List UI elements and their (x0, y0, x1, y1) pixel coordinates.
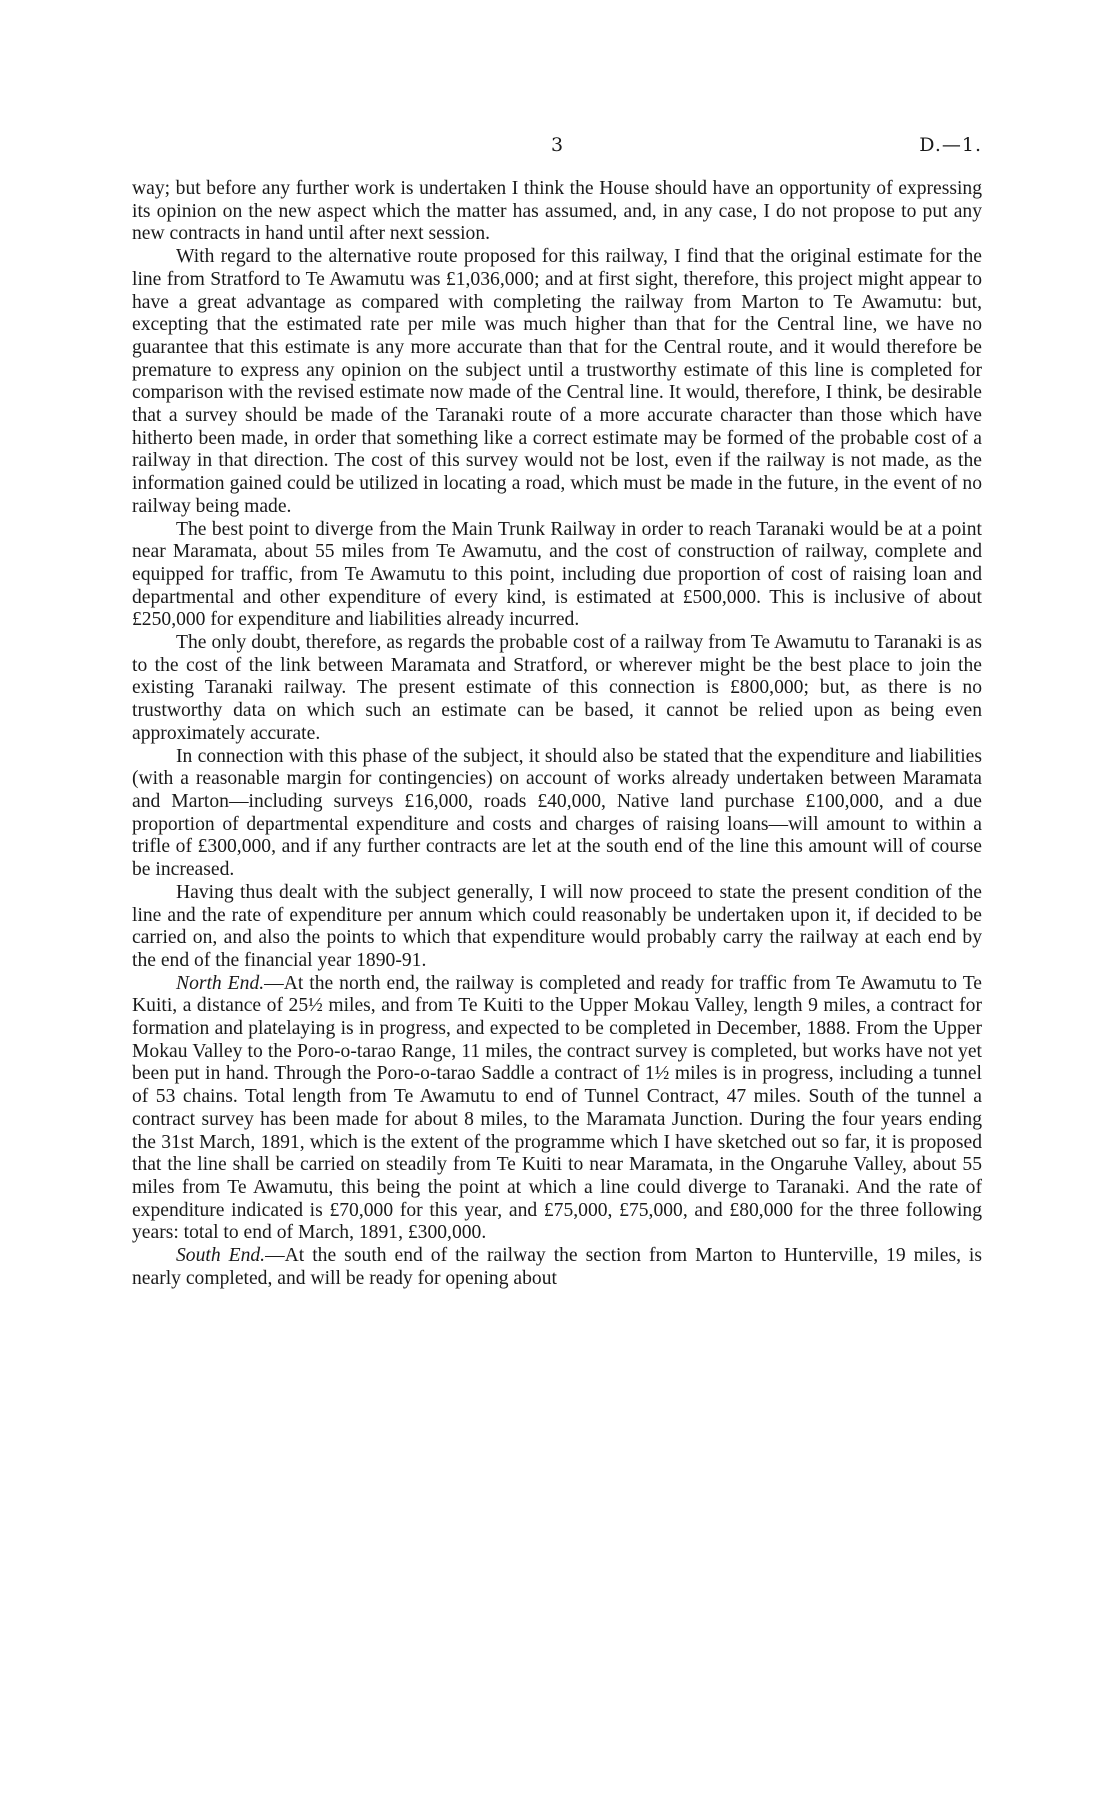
paragraph-text: The only doubt, therefore, as regards the probable cost of a railway from Te Awamutu to Taranaki is as to the cost of the link between Maramata and Stratford, or wherever might be the best place to join the existing Taranaki railway. The present estimate of this connection is £800,000; but, as there is no trustworthy data on which such an estimate can be based, it cannot be relied upon as being even approximately accurate. (132, 632, 982, 744)
paragraph (132, 246, 982, 518)
paragraph (132, 178, 982, 246)
document-reference: D.—1. (919, 134, 982, 156)
paragraph-lead: North End. (176, 972, 265, 994)
paragraph (132, 519, 982, 633)
paragraph-text: way; but before any further work is undertaken I think the House should have an opportunity of expressing its opinion on the new aspect which the matter has assumed, and, in any case, I do not propose to put any new contracts in hand until after next session. (132, 178, 982, 245)
paragraph-text: The best point to diverge from the Main Trunk Railway in order to reach Taranaki would be at a point near Maramata, about 55 miles from Te Awamutu, and the cost of construction of railway, complete and equipped for traffic, from Te Awamutu to this point, including due proportion of cost of raising loan and departmental and other expenditure of every kind, is estimated at £500,000. This is inclusive of about £250,000 for expenditure and liabilities already incurred. (132, 518, 982, 631)
body-text (132, 178, 982, 1290)
page-number: 3 (550, 134, 564, 156)
paragraph-text: Having thus dealt with the subject generally, I will now proceed to state the present condition of the line and the rate of expenditure per annum which could reasonably be undertaken upon it, if decided to be carried on, and also the points to which that expenditure would probably carry the railway at each end by the end of the financial year 1890-91. (132, 881, 982, 971)
paragraph-lead: South End. (176, 1245, 266, 1267)
paragraph-text: —At the north end, the railway is completed and ready for traffic from Te Awamutu to Te Kuiti, a distance of 25½ miles, and from Te Kuiti to the Upper Mokau Valley, length 9 miles, a contract for formation and platelaying is in progress, and expected to be completed in December, 1888. From the Upper Mokau Valley to the Poro-o-tarao Range, 11 miles, the contract survey is completed, but works have not yet been put in hand. Through the Poro-o-tarao Saddle a contract of 1½ miles is in progress, including a tunnel of 53 chains. Total length from Te Awamutu to end of Tunnel Contract, 47 miles. South of the tunnel a contract survey has been made for about 8 miles, to the Maramata Junction. During the four years ending the 31st March, 1891, which is the extent of the programme which I have sketched out so far, it is proposed that the line shall be carried on steadily from Te Kuiti to near Maramata, in the Ongaruhe Valley, about 55 miles from Te Awamutu, this being the point at which a line could diverge to Taranaki. And the rate of expenditure indicated is £70,000 for this year, and £75,000, £75,000, and £80,000 for the three following years: total to end of March, 1891, £300,000. (132, 972, 982, 1244)
paragraph-text: In connection with this phase of the subject, it should also be stated that the expenditure and liabilities (with a reasonable margin for contingencies) on account of works already undertaken between Maramata and Marton—including surveys £16,000, roads £40,000, Native land purchase £100,000, and a due proportion of departmental expenditure and costs and charges of raising loans—will amount to within a trifle of £300,000, and if any further contracts are let at the south end of the line this amount will of course be increased. (132, 745, 982, 881)
paragraph (132, 632, 982, 746)
paragraph (132, 746, 982, 882)
paragraph (132, 882, 982, 973)
page-header (132, 134, 982, 164)
paragraph (132, 973, 982, 1245)
paragraph-text: With regard to the alternative route proposed for this railway, I find that the original estimate for the line from Stratford to Te Awamutu was £1,036,000; and at first sight, therefore, this project might appear to have a great advantage as compared with completing the railway from Marton to Te Awamutu: but, excepting that the estimated rate per mile was much higher than that for the Central line, we have no guarantee that this estimate is any more accurate than that for the Central route, and it would therefore be premature to express any opinion on the subject until a trustworthy estimate of this line is completed for comparison with the revised estimate now made of the Central line. It would, therefore, I think, be desirable that a survey should be made of the Taranaki route of a more accurate character than those which have hitherto been made, in order that something like a correct estimate may be formed of the probable cost of a railway in that direction. The cost of this survey would not be lost, even if the railway is not made, as the information gained could be utilized in locating a road, which must be made in the future, in the event of no railway being made. (132, 246, 982, 517)
paragraph (132, 1245, 982, 1290)
paragraph-text: —At the south end of the railway the section from Marton to Hunterville, 19 miles, is nearly completed, and will be ready for opening about (132, 1245, 982, 1289)
